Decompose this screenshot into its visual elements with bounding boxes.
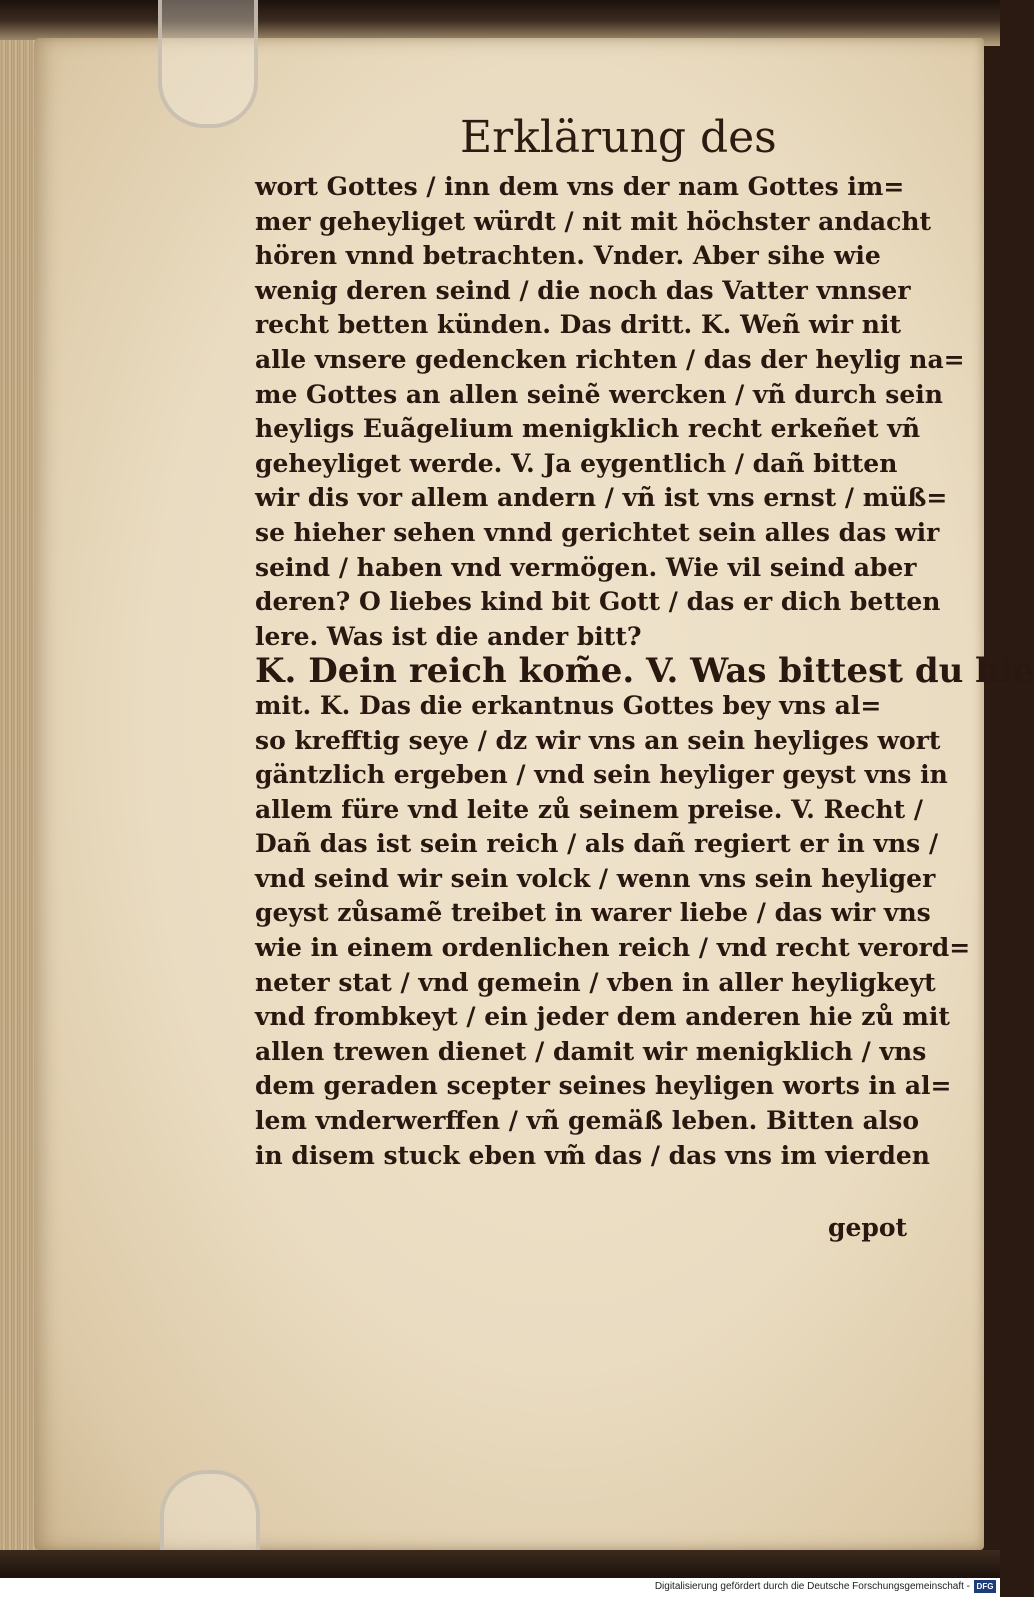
page-heading: Erklärung des xyxy=(460,112,777,163)
bottom-shadow-strip xyxy=(0,1550,1000,1580)
text-line-16: mit. K. Das die erkantnus Gottes bey vns al= xyxy=(255,690,882,720)
text-line-19: allem füre vnd leite zů seinem preise. V. Recht / xyxy=(255,794,924,824)
text-line-6: alle vnsere gedencken richten / das der heylig na= xyxy=(255,344,965,374)
top-clip xyxy=(158,0,258,128)
text-line-13: deren? O liebes kind bit Gott / das er dich betten xyxy=(255,587,941,617)
text-line-1: wort Gottes / inn dem vns der nam Gottes im= xyxy=(255,172,905,201)
text-line-4: wenig deren seind / die noch das Vatter vnnser xyxy=(255,275,911,305)
text-line-27: dem geraden scepter seines heyligen worts in al= xyxy=(255,1071,952,1101)
text-line-20: Dañ das ist sein reich / als dañ regiert er in vns / xyxy=(255,829,939,859)
footer-credit: Digitalisierung gefördert durch die Deutsche Forschungsgemeinschaft - xyxy=(654,1581,970,1592)
text-line-5: recht betten künden. Das dritt. K. Weñ wir nit xyxy=(255,310,902,340)
text-line-26: allen trewen dienet / damit wir menigklich / vns xyxy=(255,1036,927,1066)
text-line-18: gäntzlich ergeben / vnd sein heyliger geyst vns in xyxy=(255,760,948,790)
text-line-23: wie in einem ordenlichen reich / vnd recht verord= xyxy=(255,933,971,963)
text-line-9: geheyliget werde. V. Ja eygentlich / dañ bitten xyxy=(255,448,898,478)
text-line-22: geyst zůsamẽ treibet in warer liebe / das wir vns xyxy=(255,898,931,928)
text-line-21: vnd seind wir sein volck / wenn vns sein heyliger xyxy=(255,863,936,893)
text-line-11: se hieher sehen vnnd gerichtet sein alles das wir xyxy=(255,517,940,547)
catchword: gepot xyxy=(828,1213,908,1242)
text-line-8: heyligs Euãgelium menigklich recht erkeñet vñ xyxy=(255,414,921,444)
text-line-10: wir dis vor allem andern / vñ ist vns ernst / müß= xyxy=(255,483,948,513)
text-line-24: neter stat / vnd gemein / vben in aller heyligkeyt xyxy=(255,967,936,997)
dfg-logo: DFG xyxy=(974,1580,996,1593)
text-line-12: seind / haben vnd vermögen. Wie vil seind aber xyxy=(255,552,917,582)
text-line-3: hören vnnd betrachten. Vnder. Aber sihe wie xyxy=(255,241,881,271)
text-line-29: in disem stuck eben vm̃ das / das vns im vierden xyxy=(255,1140,930,1170)
body-text xyxy=(255,170,1034,1173)
text-line-7: me Gottes an allen seinẽ wercken / vñ durch sein xyxy=(255,379,943,409)
text-line-28: lem vnderwerffen / vñ gemäß leben. Bitten also xyxy=(255,1106,920,1136)
text-line-2: mer geheyliget würdt / nit mit höchster andacht xyxy=(255,206,932,236)
text-line-14: lere. Was ist die ander bitt? xyxy=(255,621,642,651)
text-line-17: so krefftig seye / dz wir vns an sein heyliges wort xyxy=(255,725,941,755)
text-line-15: K. Dein reich kom̃e. V. Was bittest du hie xyxy=(255,651,1034,692)
text-line-25: vnd frombkeyt / ein jeder dem anderen hie zů mit xyxy=(255,1002,950,1032)
